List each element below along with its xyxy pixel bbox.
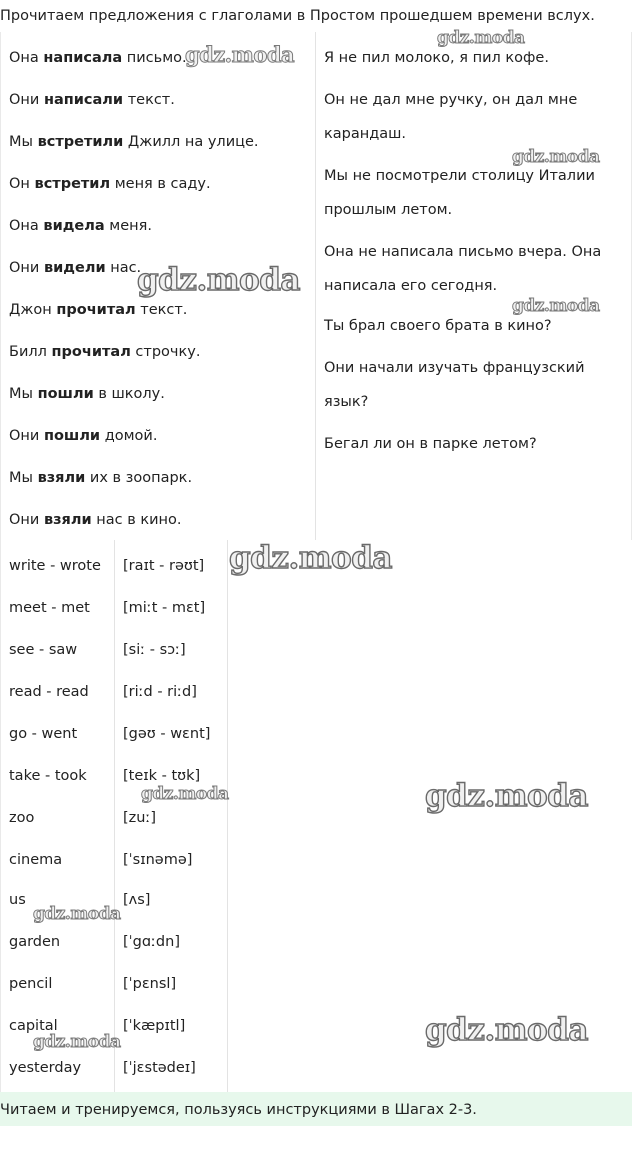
watermark: gdz.moda — [425, 778, 588, 814]
vocabulary-transcription-column — [115, 540, 228, 1092]
vocabulary-table — [0, 540, 228, 1092]
watermark: gdz.moda — [33, 904, 121, 924]
vocab-word: zoo — [9, 810, 35, 826]
vocab-word: read - read — [9, 684, 89, 700]
sentence-left: Мы встретили Джилл на улице. — [9, 134, 259, 150]
instruction-text: Читаем и тренируемся, пользуясь инструкциями в Шагах 2-3. — [0, 1102, 477, 1118]
page-title: Прочитаем предложения с глаголами в Простом прошедшем времени вслух. — [0, 8, 595, 24]
vocab-word: meet - met — [9, 600, 90, 616]
vocab-word: see - saw — [9, 642, 78, 658]
sentence-left: Она написала письмо. — [9, 50, 187, 66]
vocab-transcription: [riːd - riːd] — [123, 684, 197, 700]
sentence-left: Билл прочитал строчку. — [9, 344, 201, 360]
sentence-left: Мы взяли их в зоопарк. — [9, 470, 193, 486]
vocab-word: pencil — [9, 976, 53, 992]
vocab-transcription: [raɪt - rəʊt] — [123, 558, 205, 574]
watermark: gdz.moda — [141, 784, 229, 804]
vocab-transcription: [teɪk - tʊk] — [123, 768, 201, 784]
vocab-transcription: [ˈsɪnəmə] — [123, 852, 193, 868]
sentence-right: Она не написала письмо вчера. Она — [324, 244, 602, 260]
vocab-transcription: [ˈpɛnsl] — [123, 976, 177, 992]
vocab-transcription: [ˈgɑːdn] — [123, 934, 180, 950]
sentence-right: прошлым летом. — [324, 202, 453, 218]
sentence-left: Они видели нас. — [9, 260, 142, 276]
instruction-banner — [0, 1092, 632, 1126]
sentence-left: Он встретил меня в саду. — [9, 176, 211, 192]
sentence-right: язык? — [324, 394, 369, 410]
sentence-left: Она видела меня. — [9, 218, 152, 234]
vocab-transcription: [siː - sɔː] — [123, 642, 186, 658]
sentence-right: Ты брал своего брата в кино? — [324, 318, 552, 334]
sentence-left: Джон прочитал текст. — [9, 302, 188, 318]
watermark: gdz.moda — [437, 28, 525, 48]
watermark: gdz.moda — [512, 296, 600, 316]
vocab-transcription: [ˈkæpɪtl] — [123, 1018, 186, 1034]
vocab-word: take - took — [9, 768, 87, 784]
vocab-word: yesterday — [9, 1060, 82, 1076]
vocab-transcription: [zuː] — [123, 810, 157, 826]
watermark: gdz.moda — [229, 540, 392, 576]
watermark: gdz.moda — [185, 42, 295, 67]
vocab-word: us — [9, 892, 26, 908]
sentence-left: Они написали текст. — [9, 92, 175, 108]
sentence-right: Он не дал мне ручку, он дал мне — [324, 92, 578, 108]
sentence-right: карандаш. — [324, 126, 407, 142]
sentence-left: Мы пошли в школу. — [9, 386, 165, 402]
sentences-right-column — [316, 32, 632, 540]
vocab-word: capital — [9, 1018, 58, 1034]
sentence-right: Я не пил молоко, я пил кофе. — [324, 50, 549, 66]
vocab-word: cinema — [9, 852, 63, 868]
watermark: gdz.moda — [33, 1032, 121, 1052]
vocab-word: write - wrote — [9, 558, 101, 574]
sentence-left: Они пошли домой. — [9, 428, 158, 444]
vocabulary-words-column — [0, 540, 115, 1092]
vocab-transcription: [miːt - mɛt] — [123, 600, 206, 616]
sentence-left: Они взяли нас в кино. — [9, 512, 182, 528]
watermark: gdz.moda — [137, 262, 300, 298]
vocab-transcription: [ˈjɛstədeɪ] — [123, 1060, 196, 1076]
sentences-table — [0, 32, 632, 540]
vocab-transcription: [gəʊ - wɛnt] — [123, 726, 211, 742]
sentence-right: Они начали изучать французский — [324, 360, 585, 376]
watermark: gdz.moda — [512, 147, 600, 167]
vocab-word: go - went — [9, 726, 78, 742]
sentence-right: Бегал ли он в парке летом? — [324, 436, 537, 452]
sentence-right: написала его сегодня. — [324, 278, 498, 294]
watermark: gdz.moda — [425, 1012, 588, 1048]
vocab-transcription: [ʌs] — [123, 892, 151, 908]
vocab-word: garden — [9, 934, 61, 950]
sentence-right: Мы не посмотрели столицу Италии — [324, 168, 595, 184]
